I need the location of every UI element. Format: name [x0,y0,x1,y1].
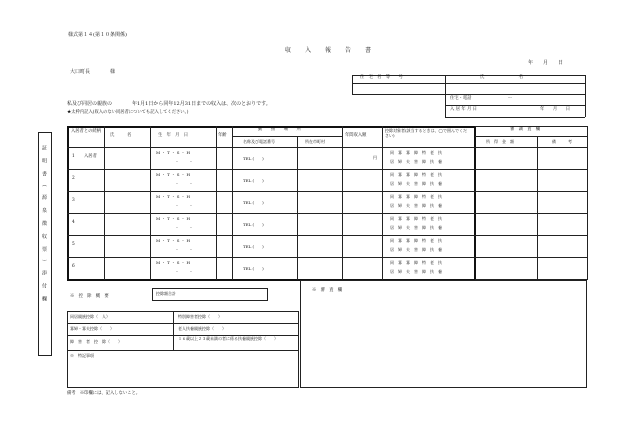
report-date: 年 月 日 [528,60,564,66]
header-review-note: 備 考 [552,139,572,144]
deduction-item-cohabiting[interactable]: 同居親族控除（ 人） [70,314,110,319]
row-deduction-top[interactable]: 同 寡 寡 障 特 老 扶 [390,238,442,243]
row-office-tel[interactable]: TEL ( ) [243,178,264,183]
phone-dash: ー [508,96,513,101]
row-number: 4 [72,220,75,225]
row-birth-era[interactable]: M・T・S・H [156,238,192,243]
row-birth-date[interactable]: ・ ・ [175,203,196,208]
footer-note: 備考 ※印欄には、記入しないこと。 [67,391,141,396]
row-birth-era[interactable]: M・T・S・H [156,260,192,265]
row-deduction-top[interactable]: 同 寡 寡 障 特 老 扶 [390,194,442,199]
deduction-total-label: 控除額合計 [156,291,176,296]
row-office-tel[interactable]: TEL ( ) [243,200,264,205]
form-id: 様式第１４(第１０条関係) [68,32,127,38]
address-field[interactable] [353,84,445,94]
row-birth-era[interactable]: M・T・S・H [156,194,192,199]
row-income-yen: 円 [373,155,377,160]
row-deduction-bottom[interactable]: 居 婦 夫 害 障 扶 養 [390,181,442,186]
row-office-tel[interactable]: TEL ( ) [243,222,264,227]
intro-text: 私及び同居の親族の 年1月1日から同年12月31日までの収入は、次のとおりです。 [67,101,271,107]
header-name: 氏 名 [110,133,132,138]
row-office-tel[interactable]: TEL ( ) [243,266,264,271]
deduction-item-special-disability[interactable]: 特別障害者控除（ ） [178,314,222,319]
header-deduction: 控除対象者(該当するときは、◯で囲んでください) [385,128,468,138]
header-office-group: 勤 務 場 所 [258,127,301,132]
header-relation: 入居者との続柄 [70,129,102,134]
row-number: 5 [72,242,75,247]
row-number: 2 [72,176,75,181]
row-number: 3 [72,198,75,203]
row-office-tel[interactable]: TEL ( ) [243,156,264,161]
header-review-group: 審 調 査 欄 [510,127,541,132]
row-deduction-top[interactable]: 同 寡 寡 障 特 老 扶 [390,150,442,155]
row-deduction-top[interactable]: 同 寡 寡 障 特 老 扶 [390,172,442,177]
header-age: 年齢 [218,133,227,138]
row-deduction-bottom[interactable]: 居 婦 夫 害 障 扶 養 [390,203,442,208]
row-deduction-bottom[interactable]: 居 婦 夫 害 障 扶 養 [390,159,442,164]
deduction-item-disability[interactable]: 障 害 者 控 除（ ） [70,339,122,344]
review-box [300,280,587,388]
row-deduction-bottom[interactable]: 居 婦 夫 害 障 扶 養 [390,247,442,252]
header-income: 年間収入額 [345,133,367,138]
row-deduction-bottom[interactable]: 居 婦 夫 害 障 扶 養 [390,225,442,230]
row-birth-date[interactable]: ・ ・ [175,247,196,252]
address-label: 住 宅 名 等 号 [360,75,403,80]
row-birth-date[interactable]: ・ ・ [175,225,196,230]
row-deduction-top[interactable]: 同 寡 寡 障 特 老 扶 [390,260,442,265]
name-label: 氏 名 [480,75,523,80]
deduction-item-elderly[interactable]: 老人扶養親族控除（ ） [178,326,226,331]
intro-note: ★太枠内記入(収入のない同居者についても記入してください。) [67,110,189,115]
row-relation[interactable]: 入居者 [84,154,97,159]
row-office-tel[interactable]: TEL ( ) [243,244,264,249]
header-birth: 生 年 月 日 [158,133,189,138]
row-birth-date[interactable]: ・ ・ [175,269,196,274]
addressee: 大口町長 様 [70,69,116,75]
row-birth-date[interactable]: ・ ・ [175,159,196,164]
review-box-label: ※ 審 査 欄 [312,288,343,293]
special-notes-label: ※ 特記事項 [70,353,94,358]
row-number: 6 [72,264,75,269]
deduction-item-widow[interactable]: 寡婦・寡夫控除（ ） [70,326,114,331]
page-title: 収 入 報 告 書 [285,47,376,54]
address-phone-label: 住宅・電話 [450,96,472,101]
moved-in-label: 入 居 年 月 日 [450,107,477,112]
row-number: 1 [72,154,75,159]
header-office-city: 所在市町村 [305,139,325,144]
row-birth-era[interactable]: M・T・S・H [156,172,192,177]
moved-in-value[interactable]: 年 月 日 [540,107,571,112]
certificate-attachment-label: 証 明 書 （ 源 泉 徴 収 票 ） 添 付 欄 [41,145,47,303]
row-deduction-top[interactable]: 同 寡 寡 障 特 老 扶 [390,216,442,221]
header-review-amount: 所 得 金 額 [486,139,514,144]
name-field[interactable] [446,84,584,94]
deduction-summary-title: ※ 控 除 概 要 [70,294,109,299]
deduction-item-dependent-16-23[interactable]: １６歳以上２３歳未満の者に係る扶養親族控除（ ） [178,336,278,341]
row-birth-era[interactable]: M・T・S・H [156,150,192,155]
header-office-name: 名称及び電話番号 [243,139,275,144]
row-deduction-bottom[interactable]: 居 婦 夫 害 障 扶 養 [390,269,442,274]
row-birth-date[interactable]: ・ ・ [175,181,196,186]
row-birth-era[interactable]: M・T・S・H [156,216,192,221]
